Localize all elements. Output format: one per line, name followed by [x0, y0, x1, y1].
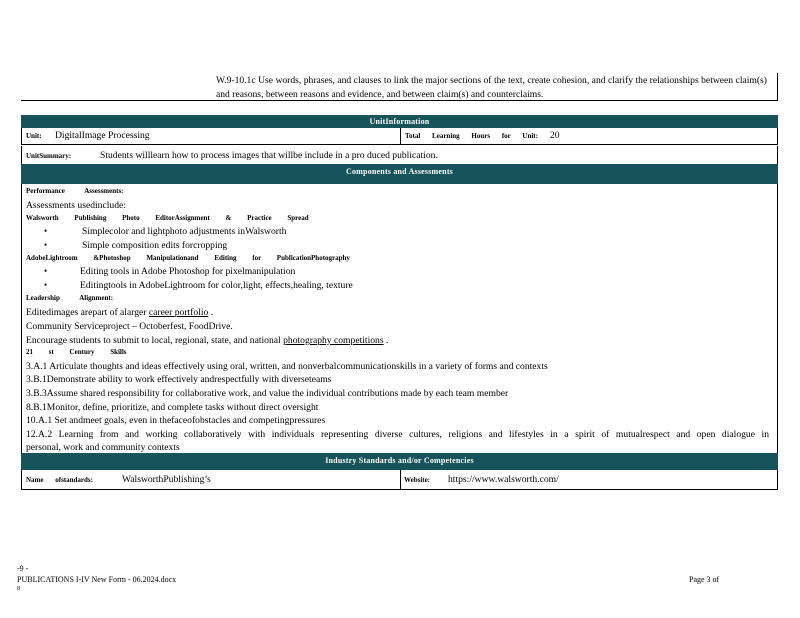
adobe-item: Editing tools in Adobe Photoshop for pixelmanipulation	[80, 266, 296, 277]
walsworth-heading: Walsworth Publishing Photo EditorAssignment & Practice Spread	[26, 214, 309, 222]
website-link[interactable]: https://www.walsworth.com/	[448, 474, 559, 485]
summary-value: Students willlearn how to process images that willbe include in a pro duced publication.	[100, 150, 438, 161]
skill-item-continued: personal, work and community contexts	[26, 442, 180, 453]
unit-row	[21, 128, 778, 145]
leadership-text: .	[383, 335, 389, 346]
skill-item: 8.B.1Monitor, define, prioritize, and complete tasks without direct oversight	[26, 402, 319, 413]
unit-information-header: UnitInformation	[21, 115, 778, 128]
skill-item: 3.B.3Assume shared responsibility for collaborative work, and value the individual contributions made by each team member	[26, 388, 509, 399]
skill-item: 3.A.1 Articulate thoughts and ideas effectively using oral, written, and nonverbalcommunicationskills in a variety of forms and contexts	[26, 361, 548, 372]
assessments-used: Assessments usedinclude:	[26, 200, 126, 211]
leadership-text: .	[208, 307, 214, 318]
career-portfolio-link[interactable]: career portfolio	[148, 307, 209, 318]
leadership-line-1	[26, 307, 213, 318]
unit-value: DigitalImage Processing	[55, 130, 150, 141]
skill-item: 12.A.2 Learning from and working collaboratively with individuals representing diverse cultures, religions and lifestyles in a spirit of mutualrespect and open dialogue in	[26, 429, 769, 440]
leadership-line-2: Community Serviceproject – Octoberfest, FoodDrive.	[26, 321, 233, 332]
leadership-label: Leadership Alignment:	[26, 294, 114, 302]
walsworth-item: Simplecolor and lightphoto adjustments inWalsworth	[82, 226, 287, 237]
hours-value: 20	[550, 130, 560, 141]
footer-page-number: -9 -	[17, 564, 29, 573]
components-body	[21, 184, 778, 453]
bullet-icon: •	[44, 280, 48, 290]
leadership-text: Encourage students to submit to local, regional, state, and national	[26, 335, 284, 346]
century-skills-label: 21 st Century Skills	[26, 348, 127, 356]
bullet-icon: •	[44, 266, 48, 276]
footer-filename: PUBLICATIONS I-IV New Form - 06.2024.docx	[17, 575, 177, 584]
summary-row	[21, 146, 778, 164]
unit-label: Unit:	[26, 132, 42, 140]
standards-name-label: Name ofstandards:	[26, 476, 93, 484]
adobe-heading: AdobeLightroom &Photoshop Manipulationand Editing for PublicationPhotography	[26, 254, 350, 262]
adobe-item: Editingtools in AdobeLightroom for color,light, effects,healing, texture	[80, 280, 353, 291]
footer-page-of: Page 3 of	[689, 575, 720, 584]
components-header: Components and Assessments	[21, 164, 778, 184]
industry-row	[21, 470, 778, 490]
skill-item: 3.B.1Demonstrate ability to work effectively andrespectfully with diverseteams	[26, 374, 332, 385]
standards-name-value: WalsworthPublishing’s	[122, 474, 211, 485]
industry-header: Industry Standards and/or Competencies	[21, 453, 778, 470]
summary-label: UnitSummary:	[26, 152, 72, 160]
hours-label: Total Learning Hours for Unit:	[405, 132, 538, 140]
footer-extra: 8	[17, 586, 20, 592]
website-label: Website:	[404, 476, 431, 484]
bullet-icon: •	[44, 226, 48, 236]
leadership-text: Editedimages arepart of alarger	[26, 307, 149, 318]
photography-competitions-link[interactable]: photography competitions	[283, 335, 384, 346]
walsworth-item: Simple composition edits forcropping	[82, 240, 228, 251]
leadership-line-3	[26, 335, 388, 346]
cell-divider	[400, 470, 401, 489]
bullet-icon: •	[44, 240, 48, 250]
standard-text: W.9-10.1c Use words, phrases, and clauses to link the major sections of the text, create cohesion, and clarify the relationships between claim(s) and reasons, between reasons and evidence, and between claim(s) and counterclaims.	[216, 75, 767, 100]
cell-divider	[400, 128, 401, 144]
performance-label: Performance Assessments:	[26, 187, 124, 195]
skill-item: 10.A.1 Set andmeet goals, even in thefaceofobstacles and competingpressures	[26, 415, 326, 426]
